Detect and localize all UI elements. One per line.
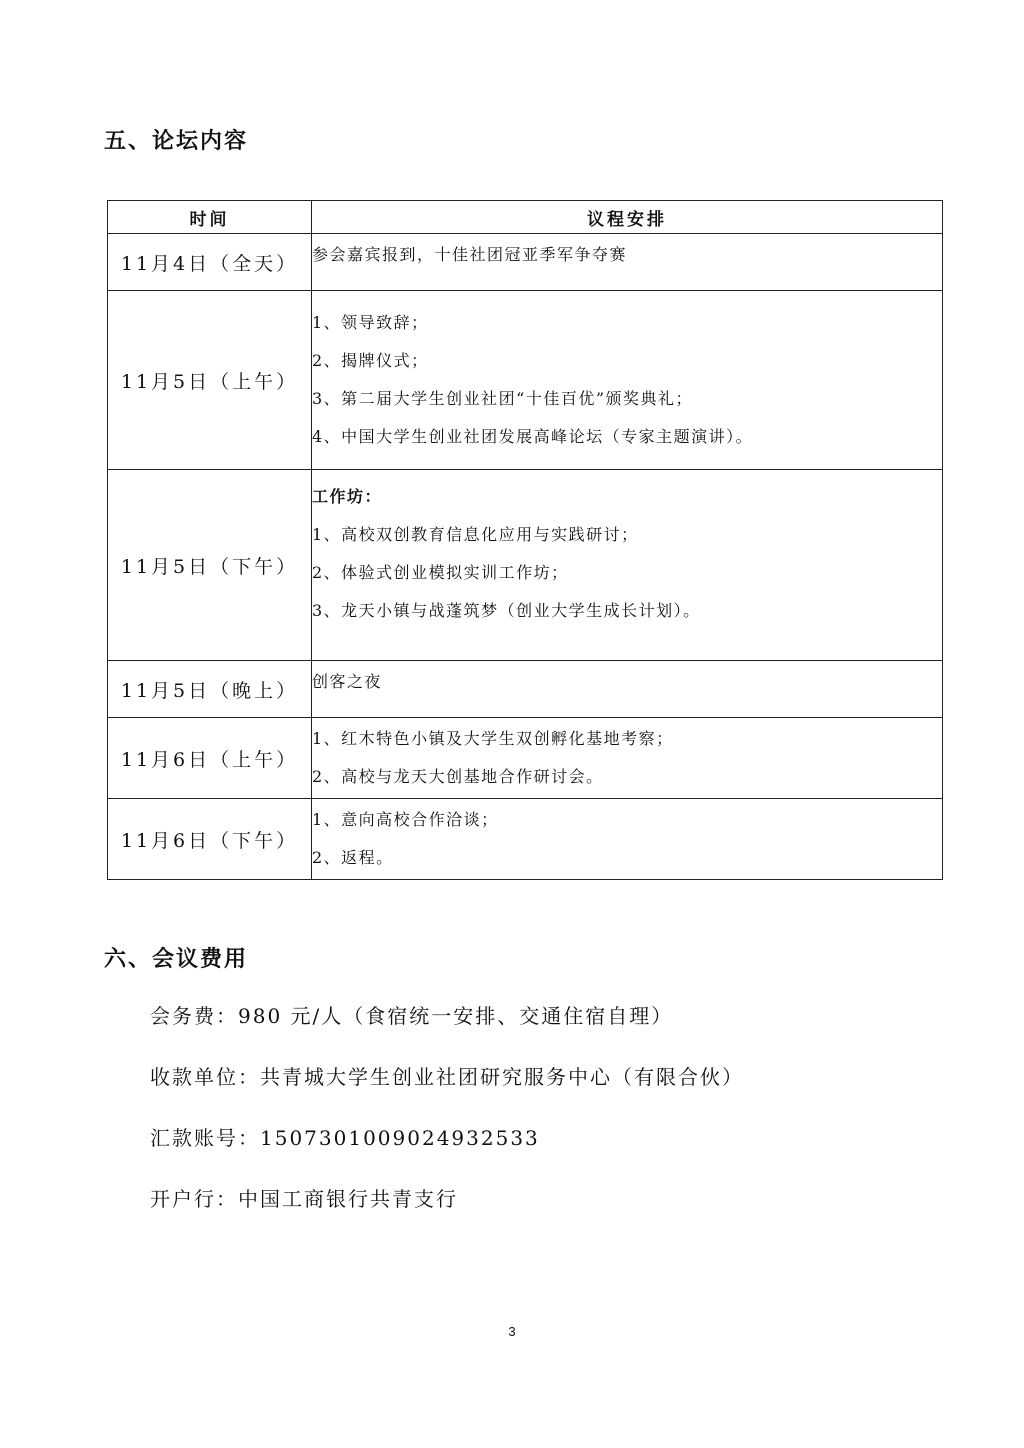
bank-name: 开户行：中国工商银行共青支行 — [150, 1187, 458, 1211]
fee-amount: 会务费：980 元/人（食宿统一安排、交通住宿自理） — [150, 1004, 674, 1028]
row-time: 11月6日（下午） — [108, 799, 312, 880]
agenda-line: 参会嘉宾报到，十佳社团冠亚季军争夺赛 — [312, 245, 628, 264]
agenda-line: 4、中国大学生创业社团发展高峰论坛（专家主题演讲）。 — [312, 427, 754, 446]
row-agenda — [312, 291, 943, 470]
table-row — [108, 799, 943, 880]
agenda-line: 1、高校双创教育信息化应用与实践研讨； — [312, 525, 639, 544]
page-number: 3 — [508, 1324, 516, 1339]
row-time: 11月4日（全天） — [108, 234, 312, 291]
agenda-header-row — [108, 201, 943, 234]
row-agenda — [312, 234, 943, 291]
agenda-line: 1、意向高校合作洽谈； — [312, 810, 499, 829]
table-row — [108, 234, 943, 291]
header-agenda: 议程安排 — [312, 201, 943, 234]
section-heading-meeting-fee: 六、会议费用 — [104, 947, 249, 972]
row-agenda — [312, 470, 943, 661]
account-number: 汇款账号：1507301009024932533 — [150, 1126, 540, 1150]
section-heading-forum-content: 五、论坛内容 — [104, 129, 249, 154]
agenda-line: 3、第二届大学生创业社团“十佳百优”颁奖典礼； — [312, 389, 694, 408]
agenda-line: 2、体验式创业模拟实训工作坊； — [312, 563, 569, 582]
agenda-line: 2、揭牌仪式； — [312, 351, 429, 370]
header-time: 时间 — [108, 201, 312, 234]
agenda-table — [107, 200, 943, 880]
table-row — [108, 718, 943, 799]
agenda-line: 2、返程。 — [312, 848, 394, 867]
row-agenda — [312, 661, 943, 718]
table-row — [108, 291, 943, 470]
fee-info-block — [150, 996, 744, 1240]
table-row — [108, 661, 943, 718]
agenda-subtitle: 工作坊： — [312, 487, 383, 506]
agenda-line: 1、红木特色小镇及大学生双创孵化基地考察； — [312, 729, 674, 748]
agenda-line: 1、领导致辞； — [312, 313, 429, 332]
row-agenda — [312, 718, 943, 799]
agenda-line: 创客之夜 — [312, 672, 383, 691]
row-time: 11月5日（下午） — [108, 470, 312, 661]
row-agenda — [312, 799, 943, 880]
row-time: 11月5日（晚上） — [108, 661, 312, 718]
payee-name: 收款单位：共青城大学生创业社团研究服务中心（有限合伙） — [150, 1065, 744, 1089]
row-time: 11月6日（上午） — [108, 718, 312, 799]
table-row — [108, 470, 943, 661]
agenda-line: 3、龙天小镇与战蓬筑梦（创业大学生成长计划）。 — [312, 601, 701, 620]
row-time: 11月5日（上午） — [108, 291, 312, 470]
agenda-line: 2、高校与龙天大创基地合作研讨会。 — [312, 767, 604, 786]
